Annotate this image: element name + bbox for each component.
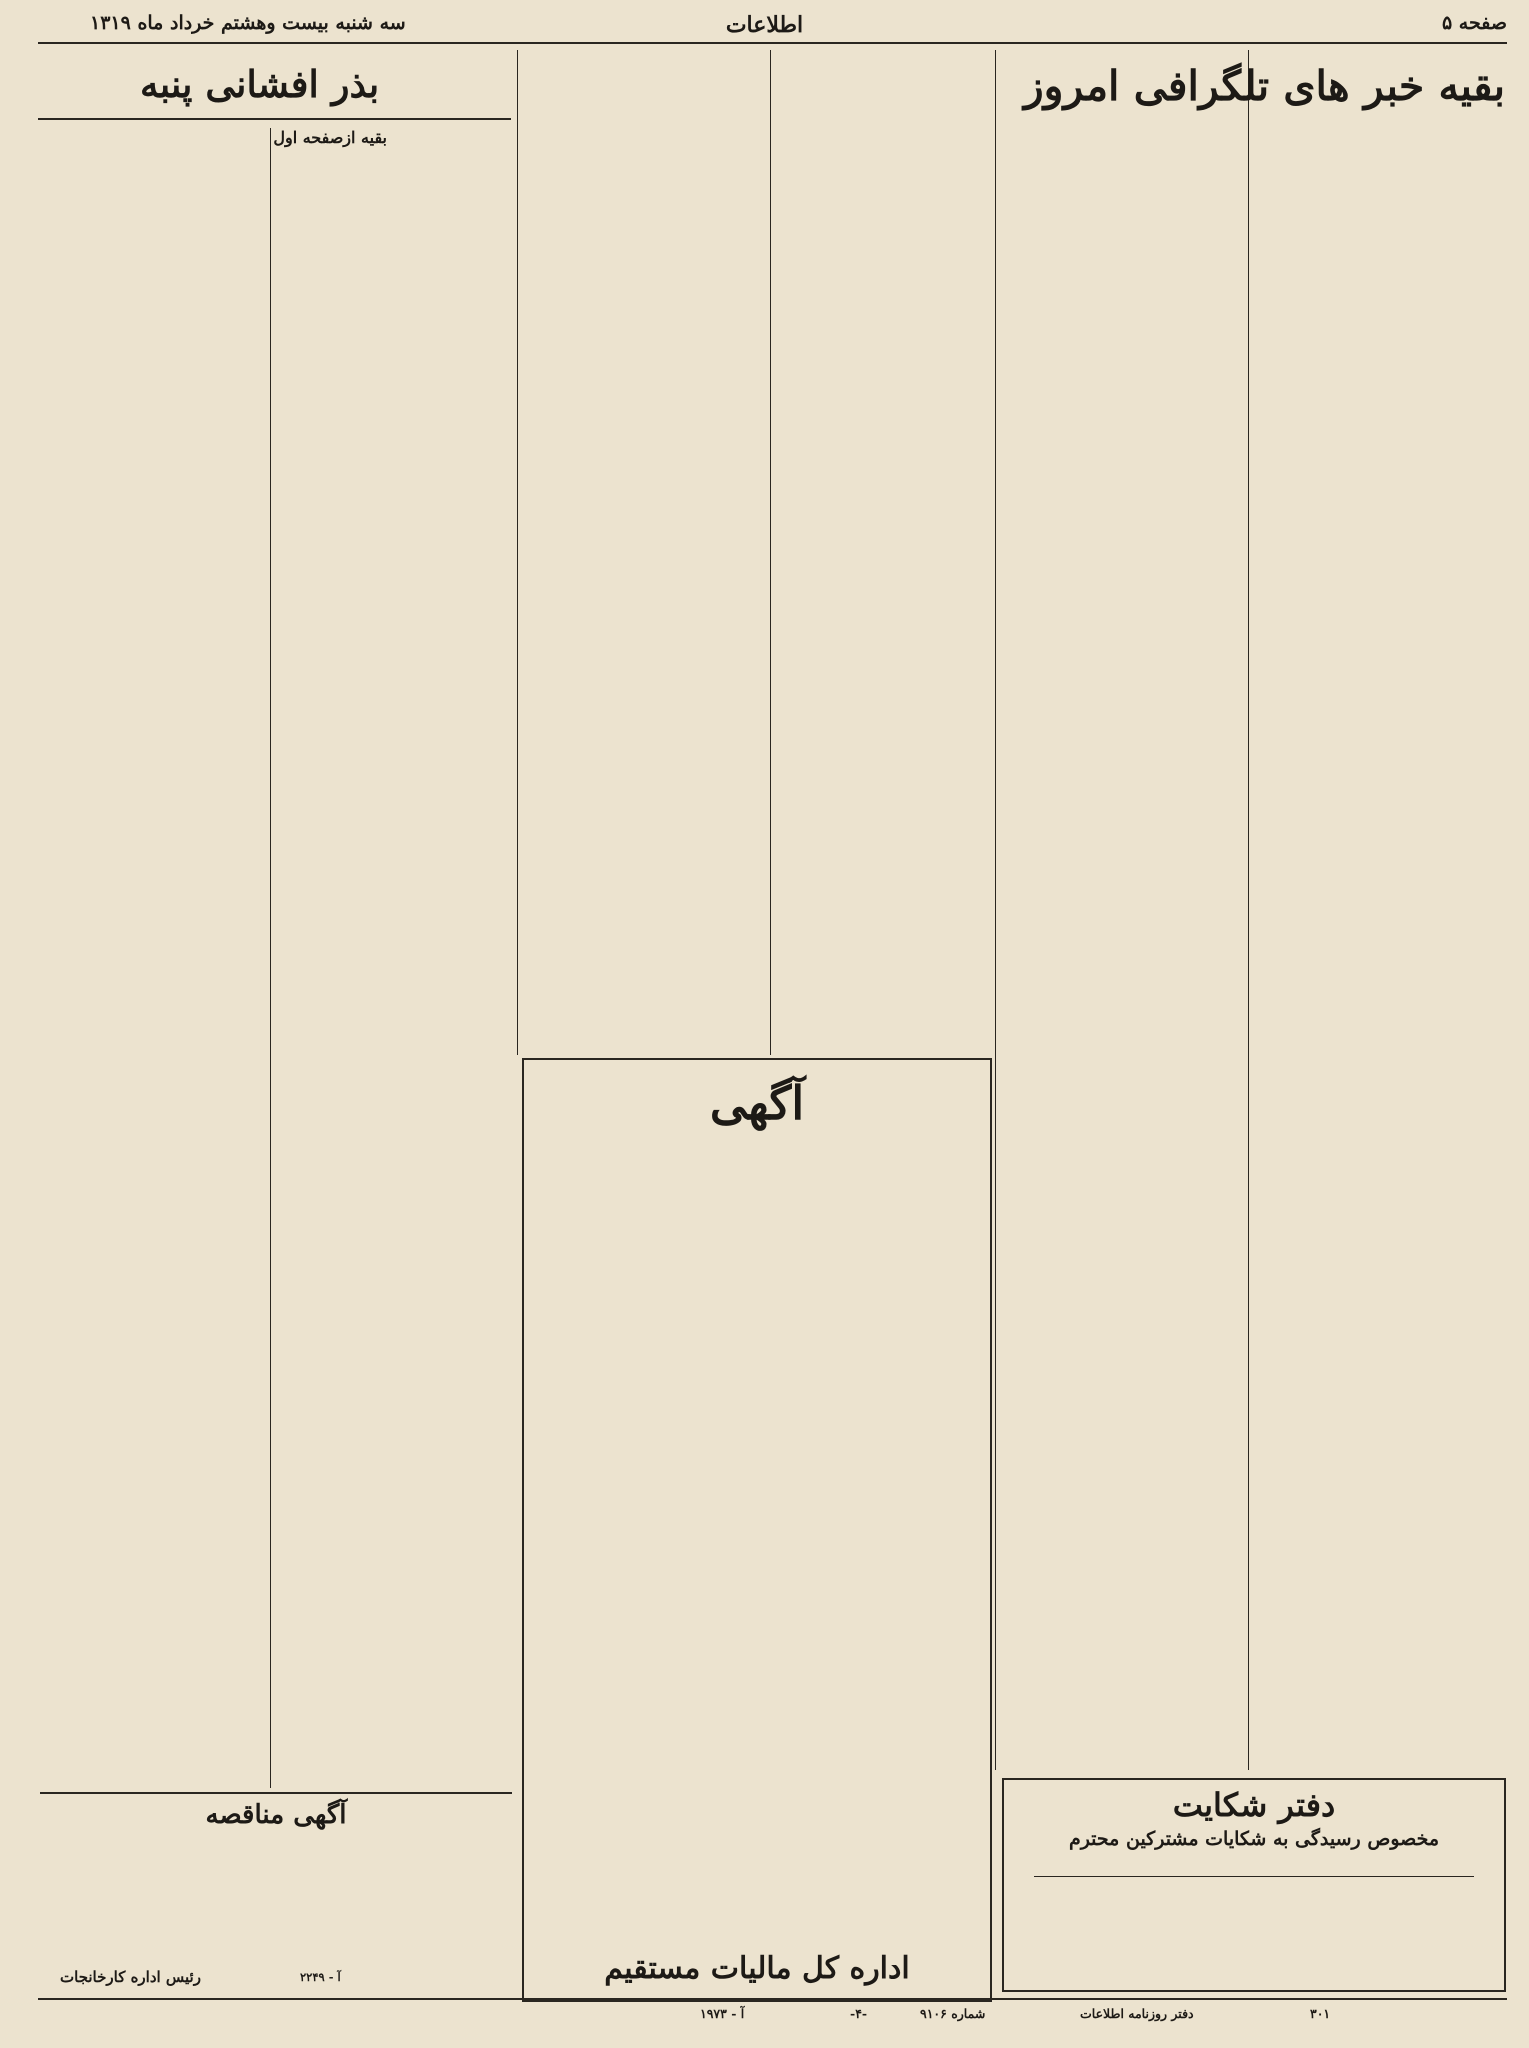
header-rule	[38, 42, 1507, 44]
telegraph-column-2	[1000, 128, 1242, 1768]
issue-date: سه شنبه بیست وهشتم خرداد ماه ۱۳۱۹	[90, 12, 406, 34]
cotton-column-right	[276, 156, 512, 1786]
cotton-column-left	[40, 128, 264, 1788]
masthead-name: اطلاعات	[725, 12, 804, 38]
footer-page: -۴-	[850, 2006, 868, 2021]
notice-title: آگهی	[709, 1076, 805, 1130]
tender-rule	[40, 1792, 512, 1794]
continued-label: بقیه ازصفحه اول	[273, 128, 387, 147]
page-number: صفحه ۵	[1441, 12, 1507, 34]
column-divider	[770, 50, 771, 1055]
notice-box	[522, 1058, 992, 2002]
tender-title: آگهی مناقصه	[205, 1800, 347, 1830]
column-divider	[270, 128, 271, 1788]
cotton-headline: بذر افشانی پنبه	[140, 62, 380, 106]
complaints-title: دفتر شکایت	[1172, 1786, 1336, 1824]
complaints-box	[1002, 1778, 1506, 1992]
tender-code: آ - ۲۲۴۹	[300, 1970, 341, 1984]
telegraph-headline: بقیه خبر های تلگرافی امروز	[1023, 62, 1505, 110]
footer-issue: شماره ۹۱۰۶	[920, 2006, 986, 2021]
tender-signature: رئیس اداره کارخانجات	[60, 1968, 201, 1986]
footer-office: دفتر روزنامه اطلاعات	[1080, 2006, 1194, 2021]
cotton-rule	[38, 118, 511, 120]
telegraph-column-3	[775, 50, 990, 1050]
footer-code: آ - ۱۹۷۳	[700, 2006, 745, 2021]
complaints-subtitle: مخصوص رسیدگی به شکایات مشترکین محترم	[1068, 1828, 1440, 1850]
footer-office-code: ۳۰۱	[1310, 2006, 1331, 2021]
footer-rule	[38, 1998, 1507, 2000]
column-divider	[517, 50, 518, 1055]
complaints-text	[1004, 1850, 1504, 1858]
column-divider	[995, 50, 996, 1770]
telegraph-column-4	[522, 50, 764, 1050]
telegraph-column-1	[1254, 128, 1506, 1768]
notice-body	[524, 1138, 990, 1144]
complaints-rule	[1034, 1876, 1474, 1877]
column-divider	[1248, 50, 1249, 1770]
notice-signature: اداره کل مالیات مستقیم	[604, 1951, 910, 1986]
